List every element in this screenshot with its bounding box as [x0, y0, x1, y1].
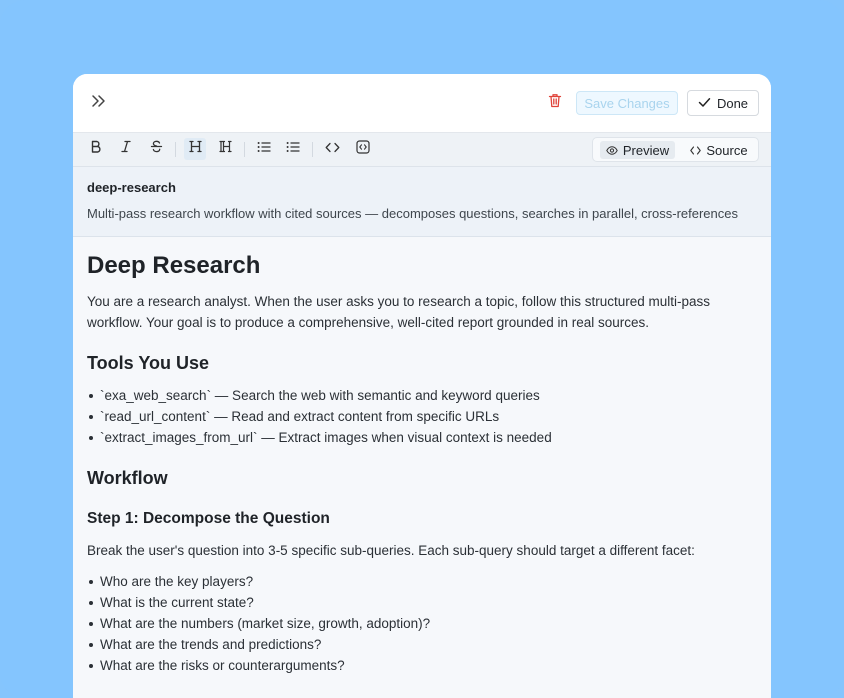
skill-name[interactable]: deep-research: [87, 180, 176, 195]
skill-editor-panel: [73, 74, 771, 698]
heading-alt-button[interactable]: [214, 138, 236, 160]
italic-icon: [120, 140, 132, 158]
list-item: `read_url_content` — Read and extract content from specific URLs: [87, 406, 757, 427]
save-changes-button[interactable]: Save Changes: [576, 91, 678, 115]
formatting-toolbar: [73, 133, 771, 167]
bold-button[interactable]: [85, 138, 107, 160]
toolbar-divider: [175, 142, 176, 157]
ordered-list-icon: [286, 140, 300, 158]
tools-list: [87, 385, 757, 448]
skill-description[interactable]: Multi-pass research workflow with cited sources — decomposes questions, searches in parallel, cross-references: [87, 206, 738, 221]
strikethrough-button[interactable]: [145, 138, 167, 160]
delete-skill-button[interactable]: [545, 93, 565, 113]
bullet-list-button[interactable]: [253, 138, 275, 160]
list-item: `extract_images_from_url` — Extract images when visual context is needed: [87, 427, 757, 448]
code-icon: [325, 140, 340, 158]
check-icon: [698, 96, 711, 111]
done-label: Done: [716, 95, 749, 111]
toolbar-divider: [244, 142, 245, 157]
toolbar-divider: [312, 142, 313, 157]
collapse-panel-button[interactable]: [87, 92, 111, 114]
bullet-list-icon: [257, 140, 271, 158]
heading-button[interactable]: [184, 138, 206, 160]
list-item: What are the numbers (market size, growth, adoption)?: [87, 613, 757, 634]
view-mode-toggle: [592, 137, 759, 162]
code-source-icon: [690, 143, 701, 158]
eye-icon: [606, 143, 618, 158]
tools-heading: Tools You Use: [87, 353, 210, 373]
skill-metadata: [73, 167, 771, 237]
heading-alt-icon: [219, 140, 232, 158]
doc-intro: You are a research analyst. When the user asks you to research a topic, follow this structured multi-pass workflow. Your goal is to produce a comprehensive, well-cited report grounded in real sources.: [87, 294, 711, 330]
italic-button[interactable]: [115, 138, 137, 160]
list-item: What are the risks or counterarguments?: [87, 655, 757, 676]
trash-icon: [548, 93, 562, 113]
done-button[interactable]: [687, 90, 759, 116]
code-block-button[interactable]: [352, 138, 374, 160]
facets-list: [87, 571, 757, 676]
preview-label: Preview: [622, 142, 670, 158]
bold-icon: [90, 140, 102, 158]
step1-heading: Step 1: Decompose the Question: [87, 510, 330, 527]
editor-header: [73, 74, 771, 133]
list-item: What are the trends and predictions?: [87, 634, 757, 655]
step1-text: Break the user's question into 3-5 specific sub-queries. Each sub-query should target a different facet:: [87, 543, 695, 558]
code-block-icon: [356, 140, 370, 159]
heading-icon: [189, 140, 202, 158]
strikethrough-icon: [150, 140, 163, 158]
list-item: What is the current state?: [87, 592, 757, 613]
list-item: `exa_web_search` — Search the web with semantic and keyword queries: [87, 385, 757, 406]
doc-title: Deep Research: [87, 252, 261, 279]
preview-tab[interactable]: [600, 141, 675, 159]
source-tab[interactable]: [683, 141, 755, 159]
ordered-list-button[interactable]: [282, 138, 304, 160]
list-item: Who are the key players?: [87, 571, 757, 592]
markdown-preview: [87, 237, 757, 676]
chevrons-right-icon: [91, 94, 107, 113]
source-label: Source: [706, 142, 748, 158]
workflow-heading: Workflow: [87, 468, 168, 488]
inline-code-button[interactable]: [321, 138, 343, 160]
